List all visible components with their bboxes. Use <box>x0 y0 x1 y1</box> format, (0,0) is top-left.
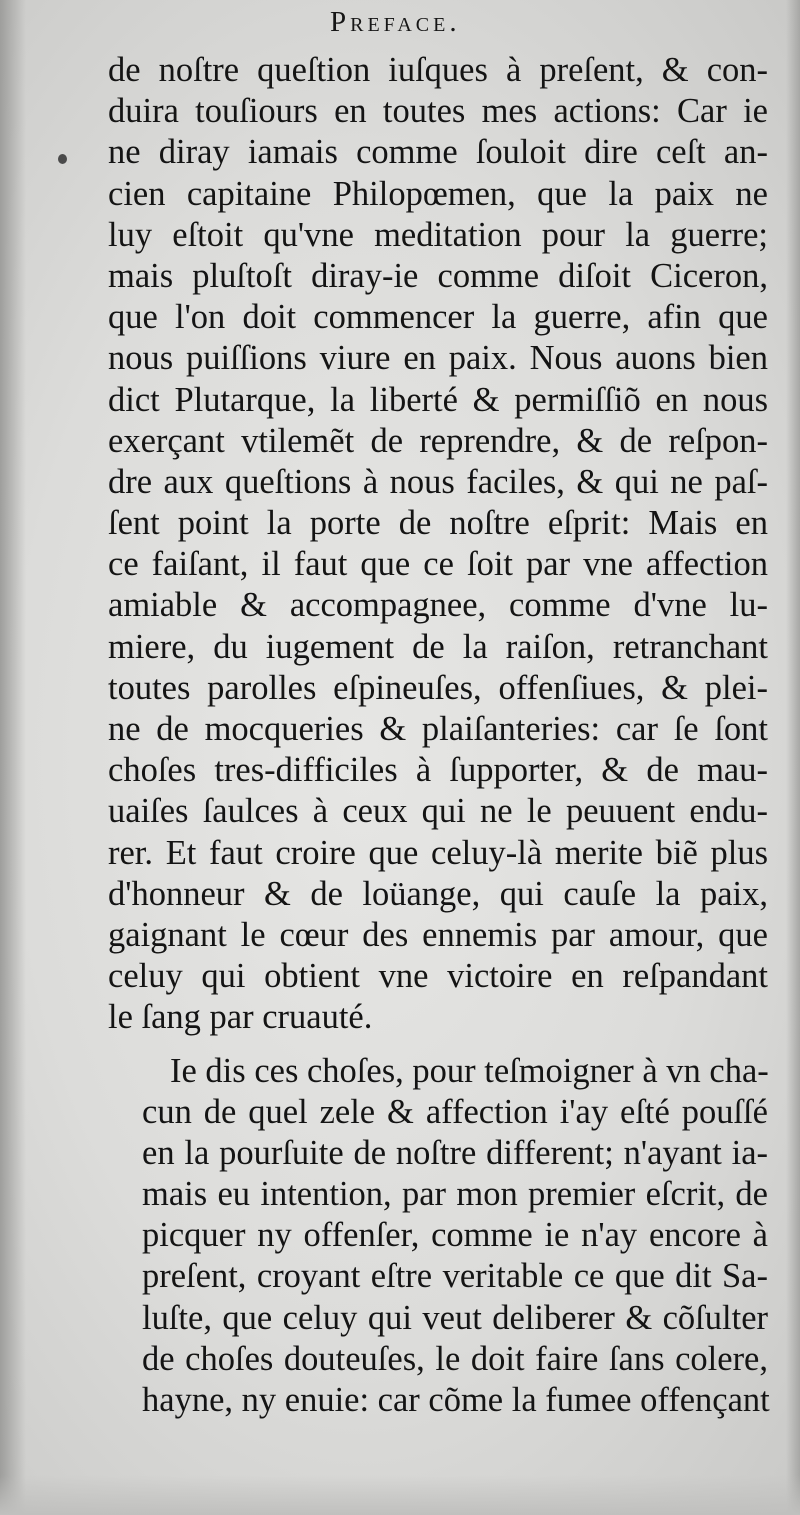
text-line: miere, du iugement de la raiſon, retranchant <box>108 627 768 666</box>
text-line: ce faiſant, il faut que ce ſoit par vne affection <box>108 545 768 584</box>
text-line: celuy qui obtient vne victoire en reſpandant <box>108 957 768 996</box>
paragraph-1 <box>108 50 768 1039</box>
page-edge-bottom <box>0 1475 800 1515</box>
running-head: Preface. <box>330 6 461 38</box>
text-line: nous puiſſions viure en paix. Nous auons bien <box>108 339 768 378</box>
text-line: cien capitaine Philopœmen, que la paix ne <box>108 174 768 213</box>
text-line: preſent, croyant eſtre veritable ce que dit Sa- <box>142 1257 768 1296</box>
text-line: Ie dis ces choſes, pour teſmoigner à vn cha- <box>170 1051 769 1090</box>
text-line: en la pourſuite de noſtre different; n'ayant ia- <box>142 1133 768 1172</box>
text-line: cun de quel zele & affection i'ay eſté pouſſé <box>142 1092 768 1131</box>
text-line: dict Plutarque, la liberté & permiſſiõ en nous <box>108 380 768 419</box>
text-line: mais eu intention, par mon premier eſcrit, de <box>142 1175 768 1214</box>
text-line: que l'on doit commencer la guerre, afin que <box>108 298 768 337</box>
text-line: de choſes douteuſes, le doit faire ſans colere, <box>142 1339 768 1378</box>
text-line: dre aux queſtions à nous faciles, & qui ne paſ- <box>108 462 768 501</box>
gutter-shadow <box>0 0 26 1515</box>
ink-speck <box>58 154 67 164</box>
text-line: rer. Et faut croire que celuy-là merite biẽ plus <box>108 833 768 872</box>
text-line: ne de mocqueries & plaiſanteries: car ſe ſont <box>108 710 768 748</box>
body-text <box>108 50 768 1421</box>
text-line: d'honneur & de loüange, qui cauſe la paix, <box>108 874 768 913</box>
text-line: hayne, ny enuie: car cõme la fumee offençant <box>142 1381 770 1419</box>
paragraph-gap <box>108 1039 768 1051</box>
text-line: choſes tres-difficiles à ſupporter, & de mau- <box>108 751 768 790</box>
text-line: le ſang par cruauté. <box>108 998 373 1037</box>
paragraph-2 <box>108 1051 768 1422</box>
page-edge-right <box>786 0 800 1515</box>
text-line: luſte, que celuy qui veut deliberer & cõſulter <box>142 1298 768 1337</box>
text-line: de noſtre queſtion iuſques à preſent, & con- <box>108 51 768 89</box>
text-line: picquer ny offenſer, comme ie n'ay encore à <box>142 1216 768 1255</box>
text-line: mais pluſtoſt diray-ie comme diſoit Ciceron, <box>108 256 768 295</box>
text-line: ſent point la porte de noſtre eſprit: Mais en <box>108 504 768 543</box>
text-line: exerçant vtilemẽt de reprendre, & de reſpon- <box>108 421 768 460</box>
text-line: luy eſtoit qu'vne meditation pour la guerre; <box>108 215 768 254</box>
text-line: ne diray iamais comme ſouloit dire ceſt an- <box>108 133 768 172</box>
text-line: uaiſes ſaulces à ceux qui ne le peuuent endu- <box>108 792 768 831</box>
text-line: toutes parolles eſpineuſes, offenſiues, & plei- <box>108 668 768 707</box>
text-line: duira touſiours en toutes mes actions: Car ie <box>108 92 768 131</box>
text-line: gaignant le cœur des ennemis par amour, que <box>108 915 768 954</box>
text-line: amiable & accompagnee, comme d'vne lu- <box>108 586 768 625</box>
